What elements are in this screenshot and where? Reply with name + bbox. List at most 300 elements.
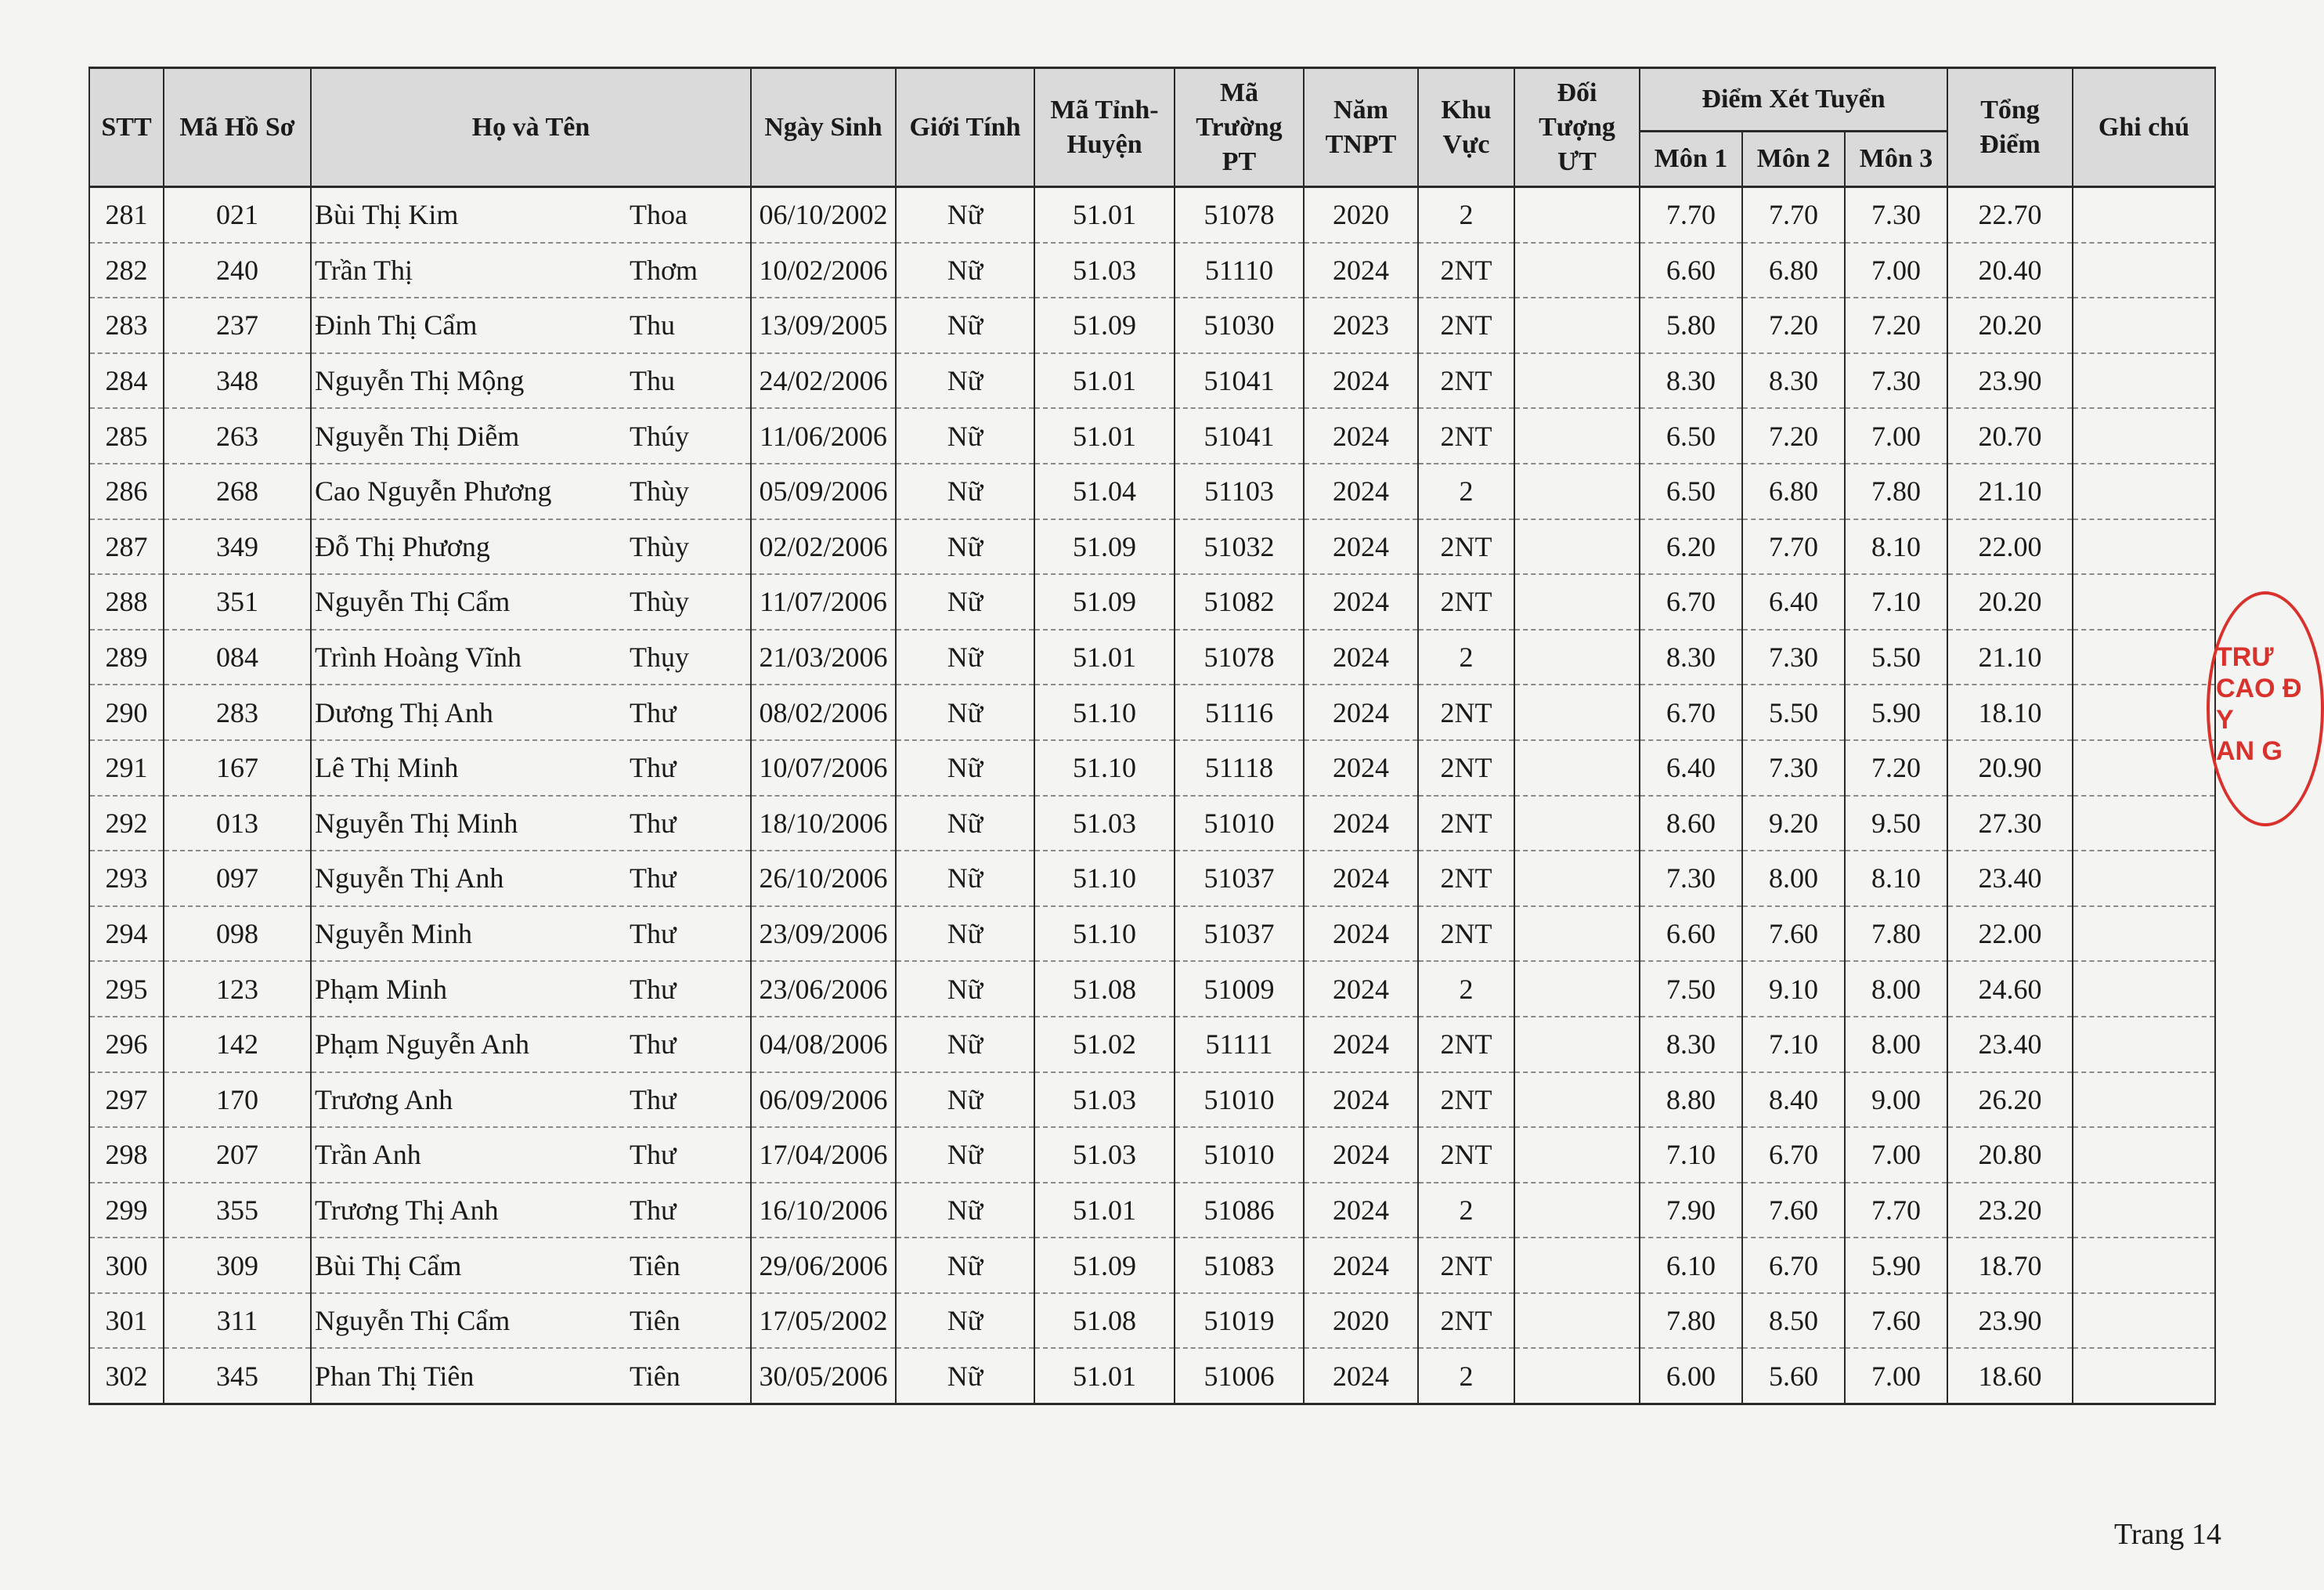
cell-ho-va-ten bbox=[311, 961, 751, 1017]
cell-ho-va-ten bbox=[311, 1238, 751, 1293]
cell-ma-tinh-huyen: 51.10 bbox=[1034, 685, 1175, 740]
col-ngay-sinh: Ngày Sinh bbox=[751, 68, 896, 187]
cell-ho-va-ten bbox=[311, 187, 751, 243]
cell-tong-diem: 21.10 bbox=[1947, 464, 2073, 519]
cell-ngay-sinh: 29/06/2006 bbox=[751, 1238, 896, 1293]
cell-ho-va-ten bbox=[311, 1293, 751, 1349]
cell-stt: 288 bbox=[89, 574, 164, 630]
cell-mon-3: 5.90 bbox=[1845, 685, 1947, 740]
cell-gioi-tinh: Nữ bbox=[896, 298, 1034, 353]
col-ma-tinh-huyen-line2: Huyện bbox=[1066, 129, 1142, 159]
cell-ma-truong: 51030 bbox=[1175, 298, 1304, 353]
cell-ho-va-ten bbox=[311, 298, 751, 353]
name-ho-dem: Nguyễn Thị Mộng bbox=[315, 365, 525, 397]
col-nam-tnpt-line2: TNPT bbox=[1325, 129, 1397, 159]
name-ten: Thoa bbox=[630, 199, 687, 231]
col-doi-tuong-line2: Tượng bbox=[1539, 112, 1615, 142]
cell-khu-vuc: 2 bbox=[1418, 1348, 1514, 1404]
cell-nam-tnpt: 2024 bbox=[1304, 1348, 1418, 1404]
cell-khu-vuc: 2NT bbox=[1418, 1072, 1514, 1128]
cell-mon-2: 7.20 bbox=[1742, 408, 1845, 464]
cell-tong-diem: 20.40 bbox=[1947, 243, 2073, 298]
cell-ma-ho-so: 309 bbox=[164, 1238, 311, 1293]
name-ten: Thư bbox=[630, 696, 677, 728]
cell-doi-tuong bbox=[1514, 408, 1640, 464]
name-ho-dem: Lê Thị Minh bbox=[315, 752, 459, 784]
cell-doi-tuong bbox=[1514, 851, 1640, 906]
cell-doi-tuong bbox=[1514, 298, 1640, 353]
cell-nam-tnpt: 2024 bbox=[1304, 1183, 1418, 1238]
cell-mon-2: 9.10 bbox=[1742, 961, 1845, 1017]
cell-ma-truong: 51116 bbox=[1175, 685, 1304, 740]
cell-nam-tnpt: 2024 bbox=[1304, 740, 1418, 796]
col-gioi-tinh: Giới Tính bbox=[896, 68, 1034, 187]
table-row bbox=[89, 1293, 2215, 1349]
cell-gioi-tinh: Nữ bbox=[896, 961, 1034, 1017]
cell-doi-tuong bbox=[1514, 574, 1640, 630]
cell-ma-ho-so: 123 bbox=[164, 961, 311, 1017]
cell-ngay-sinh: 10/07/2006 bbox=[751, 740, 896, 796]
cell-stt: 292 bbox=[89, 796, 164, 851]
col-ho-va-ten: Họ và Tên bbox=[311, 68, 751, 187]
cell-ma-truong: 51037 bbox=[1175, 851, 1304, 906]
cell-stt: 281 bbox=[89, 187, 164, 243]
cell-nam-tnpt: 2024 bbox=[1304, 796, 1418, 851]
name-ten: Thư bbox=[630, 862, 677, 894]
cell-ngay-sinh: 13/09/2005 bbox=[751, 298, 896, 353]
cell-doi-tuong bbox=[1514, 1348, 1640, 1404]
stamp-text: AN G bbox=[2216, 736, 2282, 766]
table-row bbox=[89, 1238, 2215, 1293]
cell-ngay-sinh: 06/09/2006 bbox=[751, 1072, 896, 1128]
cell-ma-tinh-huyen: 51.08 bbox=[1034, 961, 1175, 1017]
cell-ngay-sinh: 04/08/2006 bbox=[751, 1017, 896, 1072]
cell-stt: 282 bbox=[89, 243, 164, 298]
cell-gioi-tinh: Nữ bbox=[896, 353, 1034, 409]
cell-ma-tinh-huyen: 51.02 bbox=[1034, 1017, 1175, 1072]
name-ho-dem: Trình Hoàng Vĩnh bbox=[315, 641, 522, 674]
cell-stt: 295 bbox=[89, 961, 164, 1017]
cell-ma-truong: 51010 bbox=[1175, 1127, 1304, 1183]
cell-tong-diem: 23.40 bbox=[1947, 851, 2073, 906]
col-ma-truong-line1: Mã bbox=[1219, 78, 1259, 107]
cell-khu-vuc: 2NT bbox=[1418, 685, 1514, 740]
cell-ngay-sinh: 30/05/2006 bbox=[751, 1348, 896, 1404]
col-ma-ho-so: Mã Hồ Sơ bbox=[164, 68, 311, 187]
name-ho-dem: Phan Thị Tiên bbox=[315, 1360, 475, 1392]
cell-doi-tuong bbox=[1514, 353, 1640, 409]
cell-gioi-tinh: Nữ bbox=[896, 1348, 1034, 1404]
table-header bbox=[89, 68, 2215, 187]
cell-stt: 283 bbox=[89, 298, 164, 353]
cell-ma-ho-so: 098 bbox=[164, 906, 311, 962]
cell-khu-vuc: 2NT bbox=[1418, 298, 1514, 353]
name-ten: Thư bbox=[630, 1139, 677, 1171]
cell-ho-va-ten bbox=[311, 630, 751, 685]
cell-mon-3: 7.00 bbox=[1845, 243, 1947, 298]
cell-ma-ho-so: 351 bbox=[164, 574, 311, 630]
cell-ho-va-ten bbox=[311, 1072, 751, 1128]
cell-ma-tinh-huyen: 51.08 bbox=[1034, 1293, 1175, 1349]
cell-khu-vuc: 2NT bbox=[1418, 243, 1514, 298]
cell-ma-tinh-huyen: 51.03 bbox=[1034, 1072, 1175, 1128]
cell-gioi-tinh: Nữ bbox=[896, 851, 1034, 906]
cell-mon-1: 7.70 bbox=[1640, 187, 1742, 243]
cell-ghi-chu bbox=[2073, 298, 2215, 353]
cell-gioi-tinh: Nữ bbox=[896, 906, 1034, 962]
cell-ma-truong: 51082 bbox=[1175, 574, 1304, 630]
cell-ghi-chu bbox=[2073, 1017, 2215, 1072]
name-ho-dem: Nguyễn Thị Diễm bbox=[315, 420, 520, 452]
cell-mon-1: 8.30 bbox=[1640, 630, 1742, 685]
cell-mon-3: 7.10 bbox=[1845, 574, 1947, 630]
cell-tong-diem: 27.30 bbox=[1947, 796, 2073, 851]
cell-mon-2: 9.20 bbox=[1742, 796, 1845, 851]
col-ma-truong bbox=[1175, 68, 1304, 187]
cell-tong-diem: 23.90 bbox=[1947, 1293, 2073, 1349]
cell-ma-truong: 51078 bbox=[1175, 187, 1304, 243]
name-ten: Thu bbox=[630, 309, 675, 341]
cell-ho-va-ten bbox=[311, 519, 751, 575]
cell-nam-tnpt: 2024 bbox=[1304, 464, 1418, 519]
cell-ma-ho-so: 355 bbox=[164, 1183, 311, 1238]
cell-nam-tnpt: 2024 bbox=[1304, 574, 1418, 630]
cell-ma-truong: 51078 bbox=[1175, 630, 1304, 685]
cell-ma-ho-so: 207 bbox=[164, 1127, 311, 1183]
cell-tong-diem: 20.90 bbox=[1947, 740, 2073, 796]
cell-mon-2: 7.60 bbox=[1742, 906, 1845, 962]
cell-ngay-sinh: 16/10/2006 bbox=[751, 1183, 896, 1238]
cell-ghi-chu bbox=[2073, 1072, 2215, 1128]
cell-gioi-tinh: Nữ bbox=[896, 519, 1034, 575]
name-ten: Thư bbox=[630, 807, 677, 839]
cell-ma-tinh-huyen: 51.03 bbox=[1034, 796, 1175, 851]
col-khu-vuc-line2: Vực bbox=[1442, 129, 1490, 159]
cell-nam-tnpt: 2024 bbox=[1304, 1072, 1418, 1128]
cell-stt: 298 bbox=[89, 1127, 164, 1183]
cell-ma-truong: 51111 bbox=[1175, 1017, 1304, 1072]
cell-stt: 294 bbox=[89, 906, 164, 962]
cell-nam-tnpt: 2023 bbox=[1304, 298, 1418, 353]
cell-ma-ho-so: 237 bbox=[164, 298, 311, 353]
cell-ngay-sinh: 18/10/2006 bbox=[751, 796, 896, 851]
cell-mon-1: 6.70 bbox=[1640, 685, 1742, 740]
table-row bbox=[89, 1127, 2215, 1183]
cell-stt: 297 bbox=[89, 1072, 164, 1128]
cell-ma-ho-so: 283 bbox=[164, 685, 311, 740]
cell-tong-diem: 18.70 bbox=[1947, 1238, 2073, 1293]
cell-mon-3: 5.50 bbox=[1845, 630, 1947, 685]
cell-stt: 289 bbox=[89, 630, 164, 685]
cell-mon-2: 7.30 bbox=[1742, 630, 1845, 685]
cell-mon-3: 5.90 bbox=[1845, 1238, 1947, 1293]
cell-ma-tinh-huyen: 51.03 bbox=[1034, 1127, 1175, 1183]
cell-ma-tinh-huyen: 51.09 bbox=[1034, 298, 1175, 353]
cell-mon-2: 5.50 bbox=[1742, 685, 1845, 740]
cell-mon-2: 7.10 bbox=[1742, 1017, 1845, 1072]
cell-mon-1: 6.60 bbox=[1640, 906, 1742, 962]
cell-mon-3: 7.20 bbox=[1845, 740, 1947, 796]
cell-gioi-tinh: Nữ bbox=[896, 1017, 1034, 1072]
cell-ma-ho-so: 263 bbox=[164, 408, 311, 464]
table-row bbox=[89, 519, 2215, 575]
cell-tong-diem: 23.90 bbox=[1947, 353, 2073, 409]
cell-mon-1: 6.00 bbox=[1640, 1348, 1742, 1404]
cell-ho-va-ten bbox=[311, 1017, 751, 1072]
cell-mon-3: 7.20 bbox=[1845, 298, 1947, 353]
col-doi-tuong-line3: ƯT bbox=[1557, 146, 1597, 176]
cell-mon-3: 7.00 bbox=[1845, 408, 1947, 464]
cell-mon-2: 8.40 bbox=[1742, 1072, 1845, 1128]
col-ma-tinh-huyen-line1: Mã Tỉnh- bbox=[1050, 95, 1159, 125]
cell-gioi-tinh: Nữ bbox=[896, 740, 1034, 796]
table-row bbox=[89, 464, 2215, 519]
cell-mon-1: 6.70 bbox=[1640, 574, 1742, 630]
col-khu-vuc bbox=[1418, 68, 1514, 187]
cell-ho-va-ten bbox=[311, 1348, 751, 1404]
cell-khu-vuc: 2NT bbox=[1418, 740, 1514, 796]
cell-tong-diem: 21.10 bbox=[1947, 630, 2073, 685]
cell-ma-truong: 51037 bbox=[1175, 906, 1304, 962]
cell-ho-va-ten bbox=[311, 851, 751, 906]
cell-nam-tnpt: 2024 bbox=[1304, 519, 1418, 575]
cell-tong-diem: 20.70 bbox=[1947, 408, 2073, 464]
name-ho-dem: Bùi Thị Cẩm bbox=[315, 1249, 462, 1281]
name-ten: Thùy bbox=[630, 475, 689, 508]
cell-nam-tnpt: 2024 bbox=[1304, 685, 1418, 740]
cell-ma-truong: 51019 bbox=[1175, 1293, 1304, 1349]
cell-ngay-sinh: 10/02/2006 bbox=[751, 243, 896, 298]
cell-khu-vuc: 2NT bbox=[1418, 906, 1514, 962]
cell-ho-va-ten bbox=[311, 1127, 751, 1183]
cell-mon-2: 6.70 bbox=[1742, 1238, 1845, 1293]
cell-mon-2: 8.30 bbox=[1742, 353, 1845, 409]
cell-mon-3: 9.00 bbox=[1845, 1072, 1947, 1128]
cell-ghi-chu bbox=[2073, 685, 2215, 740]
cell-ghi-chu bbox=[2073, 187, 2215, 243]
cell-doi-tuong bbox=[1514, 961, 1640, 1017]
name-ten: Thư bbox=[630, 752, 677, 784]
cell-ho-va-ten bbox=[311, 1183, 751, 1238]
col-nam-tnpt-line1: Năm bbox=[1333, 95, 1388, 125]
col-doi-tuong bbox=[1514, 68, 1640, 187]
cell-nam-tnpt: 2024 bbox=[1304, 408, 1418, 464]
cell-nam-tnpt: 2020 bbox=[1304, 1293, 1418, 1349]
cell-khu-vuc: 2NT bbox=[1418, 1127, 1514, 1183]
cell-ho-va-ten bbox=[311, 243, 751, 298]
cell-gioi-tinh: Nữ bbox=[896, 1127, 1034, 1183]
cell-ho-va-ten bbox=[311, 796, 751, 851]
cell-ma-ho-so: 170 bbox=[164, 1072, 311, 1128]
stamp-text: CAO Đ bbox=[2216, 674, 2302, 703]
cell-mon-2: 8.50 bbox=[1742, 1293, 1845, 1349]
cell-tong-diem: 22.00 bbox=[1947, 519, 2073, 575]
cell-mon-3: 7.00 bbox=[1845, 1348, 1947, 1404]
cell-ma-truong: 51110 bbox=[1175, 243, 1304, 298]
col-tong-diem-line1: Tổng bbox=[1980, 95, 2040, 125]
cell-khu-vuc: 2NT bbox=[1418, 1017, 1514, 1072]
name-ho-dem: Dương Thị Anh bbox=[315, 696, 493, 728]
cell-ho-va-ten bbox=[311, 685, 751, 740]
cell-tong-diem: 22.00 bbox=[1947, 906, 2073, 962]
cell-ghi-chu bbox=[2073, 1293, 2215, 1349]
cell-stt: 300 bbox=[89, 1238, 164, 1293]
cell-gioi-tinh: Nữ bbox=[896, 685, 1034, 740]
cell-doi-tuong bbox=[1514, 630, 1640, 685]
cell-khu-vuc: 2NT bbox=[1418, 1238, 1514, 1293]
cell-ghi-chu bbox=[2073, 1183, 2215, 1238]
cell-ma-truong: 51086 bbox=[1175, 1183, 1304, 1238]
name-ho-dem: Bùi Thị Kim bbox=[315, 199, 459, 231]
name-ten: Thu bbox=[630, 365, 675, 397]
cell-doi-tuong bbox=[1514, 1293, 1640, 1349]
cell-khu-vuc: 2 bbox=[1418, 961, 1514, 1017]
red-seal-stamp bbox=[2207, 591, 2324, 826]
cell-ho-va-ten bbox=[311, 464, 751, 519]
cell-tong-diem: 20.20 bbox=[1947, 298, 2073, 353]
cell-ngay-sinh: 08/02/2006 bbox=[751, 685, 896, 740]
col-doi-tuong-line1: Đối bbox=[1557, 78, 1597, 107]
name-ten: Thơm bbox=[630, 254, 698, 286]
name-ten: Thư bbox=[630, 1028, 677, 1061]
cell-mon-2: 6.70 bbox=[1742, 1127, 1845, 1183]
cell-ma-tinh-huyen: 51.01 bbox=[1034, 1348, 1175, 1404]
cell-nam-tnpt: 2024 bbox=[1304, 1017, 1418, 1072]
cell-ma-truong: 51010 bbox=[1175, 1072, 1304, 1128]
cell-stt: 287 bbox=[89, 519, 164, 575]
col-mon-3: Môn 3 bbox=[1845, 132, 1947, 187]
name-ten: Thùy bbox=[630, 530, 689, 562]
cell-mon-2: 6.80 bbox=[1742, 464, 1845, 519]
cell-mon-2: 7.70 bbox=[1742, 187, 1845, 243]
cell-ma-tinh-huyen: 51.10 bbox=[1034, 851, 1175, 906]
cell-mon-1: 6.50 bbox=[1640, 408, 1742, 464]
cell-ma-truong: 51010 bbox=[1175, 796, 1304, 851]
cell-mon-1: 8.30 bbox=[1640, 353, 1742, 409]
table-row bbox=[89, 353, 2215, 409]
cell-ma-truong: 51032 bbox=[1175, 519, 1304, 575]
col-ma-truong-line2: Trường bbox=[1196, 112, 1283, 142]
col-tong-diem bbox=[1947, 68, 2073, 187]
cell-ma-tinh-huyen: 51.10 bbox=[1034, 906, 1175, 962]
cell-mon-2: 7.30 bbox=[1742, 740, 1845, 796]
cell-ma-truong: 51041 bbox=[1175, 353, 1304, 409]
cell-mon-1: 7.90 bbox=[1640, 1183, 1742, 1238]
cell-stt: 302 bbox=[89, 1348, 164, 1404]
cell-mon-3: 7.70 bbox=[1845, 1183, 1947, 1238]
cell-tong-diem: 22.70 bbox=[1947, 187, 2073, 243]
cell-mon-3: 7.80 bbox=[1845, 464, 1947, 519]
cell-gioi-tinh: Nữ bbox=[896, 630, 1034, 685]
col-mon-2: Môn 2 bbox=[1742, 132, 1845, 187]
table-row bbox=[89, 630, 2215, 685]
cell-stt: 285 bbox=[89, 408, 164, 464]
col-diem-xet-tuyen: Điểm Xét Tuyển bbox=[1640, 68, 1947, 132]
cell-doi-tuong bbox=[1514, 519, 1640, 575]
table-row bbox=[89, 1348, 2215, 1404]
col-khu-vuc-line1: Khu bbox=[1441, 95, 1492, 125]
col-stt: STT bbox=[89, 68, 164, 187]
table-row bbox=[89, 906, 2215, 962]
cell-gioi-tinh: Nữ bbox=[896, 574, 1034, 630]
cell-khu-vuc: 2NT bbox=[1418, 408, 1514, 464]
name-ho-dem: Cao Nguyễn Phương bbox=[315, 475, 552, 508]
cell-stt: 296 bbox=[89, 1017, 164, 1072]
cell-mon-2: 7.70 bbox=[1742, 519, 1845, 575]
cell-doi-tuong bbox=[1514, 796, 1640, 851]
cell-ma-tinh-huyen: 51.10 bbox=[1034, 740, 1175, 796]
page-number: Trang 14 bbox=[2114, 1518, 2221, 1551]
cell-ghi-chu bbox=[2073, 243, 2215, 298]
cell-tong-diem: 23.40 bbox=[1947, 1017, 2073, 1072]
cell-ma-ho-so: 348 bbox=[164, 353, 311, 409]
stamp-text: TRƯ bbox=[2216, 642, 2274, 672]
name-ho-dem: Trương Thị Anh bbox=[315, 1194, 499, 1226]
cell-doi-tuong bbox=[1514, 1072, 1640, 1128]
name-ho-dem: Phạm Minh bbox=[315, 973, 448, 1005]
cell-ho-va-ten bbox=[311, 408, 751, 464]
cell-khu-vuc: 2NT bbox=[1418, 574, 1514, 630]
cell-ghi-chu bbox=[2073, 906, 2215, 962]
cell-ngay-sinh: 17/05/2002 bbox=[751, 1293, 896, 1349]
name-ten: Tiên bbox=[630, 1360, 680, 1392]
cell-tong-diem: 20.20 bbox=[1947, 574, 2073, 630]
table-row bbox=[89, 796, 2215, 851]
cell-khu-vuc: 2NT bbox=[1418, 796, 1514, 851]
name-ten: Thúy bbox=[630, 420, 689, 452]
col-ma-tinh-huyen bbox=[1034, 68, 1175, 187]
cell-ma-ho-so: 349 bbox=[164, 519, 311, 575]
cell-mon-3: 7.00 bbox=[1845, 1127, 1947, 1183]
cell-stt: 284 bbox=[89, 353, 164, 409]
cell-khu-vuc: 2NT bbox=[1418, 851, 1514, 906]
cell-mon-2: 7.20 bbox=[1742, 298, 1845, 353]
cell-ma-ho-so: 240 bbox=[164, 243, 311, 298]
cell-ghi-chu bbox=[2073, 851, 2215, 906]
cell-khu-vuc: 2NT bbox=[1418, 353, 1514, 409]
cell-tong-diem: 24.60 bbox=[1947, 961, 2073, 1017]
cell-ngay-sinh: 24/02/2006 bbox=[751, 353, 896, 409]
col-ghi-chu: Ghi chú bbox=[2073, 68, 2215, 187]
cell-gioi-tinh: Nữ bbox=[896, 1238, 1034, 1293]
cell-ma-ho-so: 311 bbox=[164, 1293, 311, 1349]
cell-ma-truong: 51009 bbox=[1175, 961, 1304, 1017]
cell-ma-tinh-huyen: 51.09 bbox=[1034, 519, 1175, 575]
name-ten: Thụy bbox=[630, 641, 689, 674]
table-row bbox=[89, 961, 2215, 1017]
table-row bbox=[89, 243, 2215, 298]
cell-ghi-chu bbox=[2073, 519, 2215, 575]
cell-ghi-chu bbox=[2073, 408, 2215, 464]
cell-ghi-chu bbox=[2073, 353, 2215, 409]
cell-ngay-sinh: 06/10/2002 bbox=[751, 187, 896, 243]
name-ho-dem: Đinh Thị Cẩm bbox=[315, 309, 478, 341]
cell-ghi-chu bbox=[2073, 464, 2215, 519]
cell-doi-tuong bbox=[1514, 1183, 1640, 1238]
cell-gioi-tinh: Nữ bbox=[896, 796, 1034, 851]
cell-mon-1: 7.30 bbox=[1640, 851, 1742, 906]
cell-tong-diem: 18.60 bbox=[1947, 1348, 2073, 1404]
cell-ma-ho-so: 268 bbox=[164, 464, 311, 519]
cell-khu-vuc: 2 bbox=[1418, 630, 1514, 685]
name-ten: Thùy bbox=[630, 586, 689, 618]
name-ten: Tiên bbox=[630, 1249, 680, 1281]
cell-mon-2: 8.00 bbox=[1742, 851, 1845, 906]
name-ten: Thư bbox=[630, 1194, 677, 1226]
cell-mon-3: 8.00 bbox=[1845, 961, 1947, 1017]
cell-mon-2: 6.80 bbox=[1742, 243, 1845, 298]
cell-mon-2: 5.60 bbox=[1742, 1348, 1845, 1404]
